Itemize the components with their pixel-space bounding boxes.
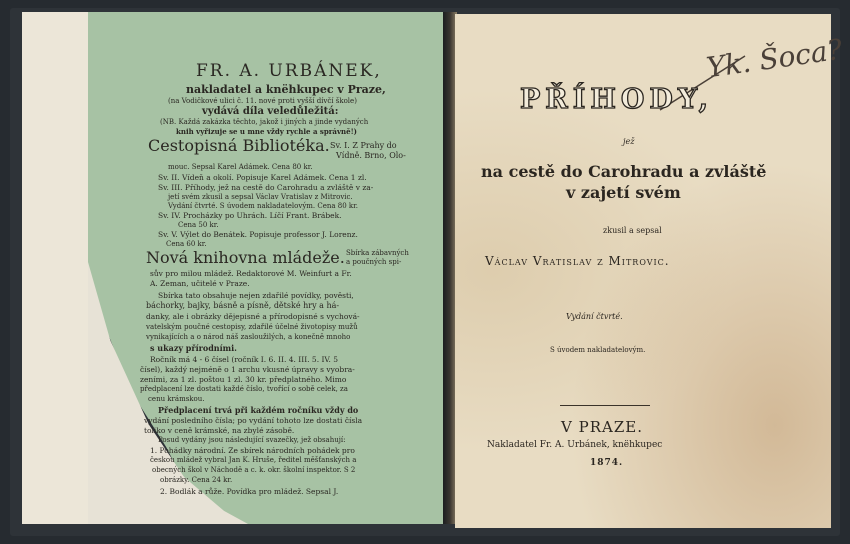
series2-line: báchorky, bajky, básně a písně, dětské hry a há- xyxy=(146,301,340,310)
series2-line: Sbírka zábavných xyxy=(346,249,409,257)
place-of-publication: V PRAZE. xyxy=(561,418,643,436)
series-entry: mouc. Sepsal Karel Adámek. Cena 80 kr. xyxy=(168,163,313,171)
series2-line: Sbírka tato obsahuje nejen zdařilé povídky, pověsti, xyxy=(158,291,354,300)
series2-line: Ročník má 4 - 6 čísel (ročník I. 6. II. 4. III. 5. IV. 5 xyxy=(150,355,339,364)
series2-title: Nová knihovna mládeže. xyxy=(146,248,345,267)
series2-line: předplacení lze dostati každé číslo, tvořící o sobě celek, za xyxy=(140,385,348,393)
announce-line: vydává díla veledůležitá: xyxy=(202,106,339,117)
imprint-line: Nakladatel Fr. A. Urbánek, knëhkupec xyxy=(487,440,663,450)
series2-line: českou mládež vybral Jan K. Hruše, ředitel měšťanských a xyxy=(150,456,357,464)
series2-line: toliko v ceně krámské, na zbylé zásobě. xyxy=(144,426,295,435)
series-entry: Sv. V. Výlet do Benátek. Popisuje professor J. Lorenz. xyxy=(158,230,358,239)
series2-line: Předplacení trvá při každém ročníku vždy do xyxy=(158,405,359,415)
series2-line: vydání posledního čísla; po vydání tohoto lze dostati čísla xyxy=(144,416,363,425)
series-entry: Sv. IV. Procházky po Uhrách. Líčí Frant. Brábek. xyxy=(158,211,342,220)
flyleaf xyxy=(22,12,91,524)
intro-note: S úvodem nakladatelovým. xyxy=(550,346,646,354)
handwritten-signature: Yk. Šoca? xyxy=(704,32,845,85)
series2-line: cenu krámskou. xyxy=(148,395,205,403)
series-entry: Cena 50 kr. xyxy=(178,221,219,229)
author-name: Václav Vratislav z Mitrovic. xyxy=(485,254,670,268)
series-entry: Sv. III. Příhody, jež na cestě do Carohradu a zvláště v za- xyxy=(158,183,374,192)
title-connector: jež xyxy=(623,137,635,146)
series2-line: A. Zeman, učitelé v Praze. xyxy=(150,279,250,288)
divider-rule xyxy=(560,405,650,406)
publisher-address: (na Vodičkové ulici č. 11. nové proti vyšší dívčí škole) xyxy=(168,97,357,105)
subtitle-line: na cestě do Carohradu a zvláště xyxy=(481,162,767,181)
publisher-sub: nakladatel a knëhkupec v Praze, xyxy=(186,83,386,96)
series2-line: zeními, za 1 zl. poštou 1 zl. 30 kr. předplatného. Mimo xyxy=(140,375,347,384)
series2-line: 1. Pohádky národní. Ze sbírek národních pohádek pro xyxy=(150,446,355,455)
series2-line: obecných škol v Náchodě a c. k. okr. školní inspektor. S 2 xyxy=(152,466,356,474)
publication-year: 1874. xyxy=(590,458,624,468)
series2-line: vatelským poučné cestopisy, zdařilé účelné životopisy mužů xyxy=(146,323,358,331)
series2-line: vynikajících a o národ náš zasloužilých, a konečně mnoho xyxy=(146,333,351,341)
series2-line: s ukazy přírodními. xyxy=(150,343,237,353)
series-title: Cestopisná Bibliotéka. xyxy=(148,136,330,155)
publisher-name: FR. A. URBÁNEK, xyxy=(196,61,382,81)
series2-line: čísel), každý nejméně o 1 archu vkusné úpravy s vyobra- xyxy=(140,365,355,374)
note-line: knih vyřizuje se u mne vždy rychle a správně!) xyxy=(176,127,357,136)
book-title: PŘÍHODY, xyxy=(520,84,714,115)
note-line: (NB. Každá zakázka těchto, jakož i jiných a jinde vydaných xyxy=(160,118,369,126)
series2-line: sův pro milou mládež. Redaktorové M. Weinfurt a Fr. xyxy=(150,269,352,278)
series2-line: danky, ale i obrázky dějepisné a přírodopisné s vychová- xyxy=(146,312,360,321)
authorship-note: zkusil a sepsal xyxy=(603,226,662,235)
series2-line: 2. Bodlák a růže. Povídka pro mládež. Sepsal J. xyxy=(160,487,339,496)
series-entry: Cena 60 kr. xyxy=(166,240,207,248)
series2-line: a poučných spi- xyxy=(346,258,402,266)
edition-note: Vydání čtvrté. xyxy=(566,312,623,321)
series-entry: jetí svém zkusil a sepsal Václav Vratislav z Mitrovic. xyxy=(168,193,353,201)
series-entry: Sv. I. Z Prahy do xyxy=(330,141,397,150)
series-entry: Vídně. Brno, Olo- xyxy=(336,151,406,160)
series-entry: Sv. II. Vídeň a okolí. Popisuje Karel Adámek. Cena 1 zl. xyxy=(158,173,367,182)
series-entry: Vydání čtvrté. S úvodem nakladatelovým. Cena 80 kr. xyxy=(168,202,358,210)
series2-line: Posud vydány jsou následující svazečky, jež obsahují: xyxy=(158,436,346,444)
subtitle-line: v zajetí svém xyxy=(566,183,681,202)
series2-line: obrázky. Cena 24 kr. xyxy=(160,476,233,484)
